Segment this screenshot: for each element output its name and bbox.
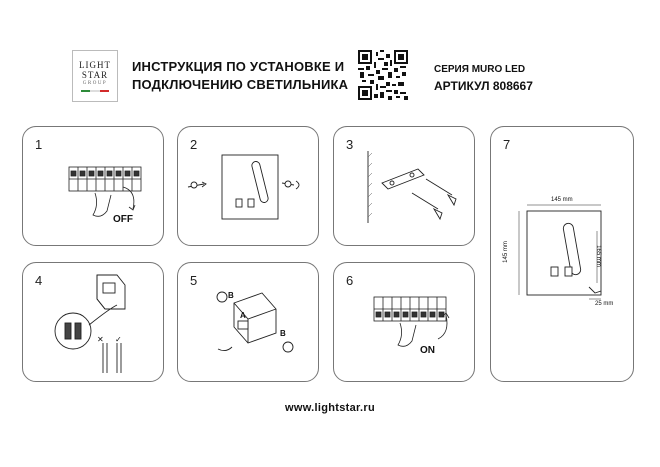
series-info [434, 62, 533, 94]
step-7-panel [490, 126, 634, 382]
article-label: АРТИКУЛ 808667 [434, 79, 533, 93]
logo-line-2: STAR [81, 70, 109, 80]
wiring-illustration [23, 263, 165, 383]
lightstar-logo [72, 50, 118, 102]
step-number: 7 [503, 137, 511, 152]
logo-flag [81, 90, 109, 92]
mount-bracket-illustration [334, 127, 476, 247]
wrong-mark: ✕ [97, 335, 104, 344]
width-dimension: 145 mm [551, 197, 573, 203]
label-b-bottom: B [280, 329, 286, 338]
label-a: A [240, 311, 246, 320]
step-number: 3 [346, 137, 354, 152]
title-line-1: ИНСТРУКЦИЯ ПО УСТАНОВКЕ И [132, 59, 345, 74]
on-label: ON [420, 345, 435, 356]
logo-line-1: LIGHT [79, 60, 111, 70]
step-number: 2 [190, 137, 198, 152]
step-2-panel [177, 126, 319, 246]
step-1-panel [22, 126, 164, 246]
step-number: 5 [190, 273, 198, 288]
correct-mark: ✓ [115, 335, 122, 344]
page-title [132, 58, 362, 94]
breaker-on-illustration [334, 263, 476, 383]
dimensions-illustration [491, 127, 635, 383]
depth-dimension: 25 mm [595, 301, 614, 307]
fix-fixture-illustration [178, 263, 320, 383]
series-label: СЕРИЯ MURO LED [434, 64, 526, 75]
remove-cover-illustration [178, 127, 320, 247]
website-url[interactable]: www.lightstar.ru [285, 402, 375, 414]
height-dimension: 145 mm [502, 241, 509, 263]
fixture-height-dimension: 165 mm [594, 245, 601, 267]
off-label: OFF [113, 214, 133, 225]
step-number: 4 [35, 273, 43, 288]
title-line-2: ПОДКЛЮЧЕНИЮ СВЕТИЛЬНИКА [132, 77, 349, 92]
step-4-panel [22, 262, 164, 382]
label-b-top: B [228, 291, 234, 300]
qr-code-icon [358, 50, 408, 100]
logo-line-3: GROUP [82, 81, 108, 86]
step-number: 6 [346, 273, 354, 288]
step-5-panel [177, 262, 319, 382]
step-6-panel [333, 262, 475, 382]
step-number: 1 [35, 137, 43, 152]
step-3-panel [333, 126, 475, 246]
breaker-off-illustration [23, 127, 165, 247]
